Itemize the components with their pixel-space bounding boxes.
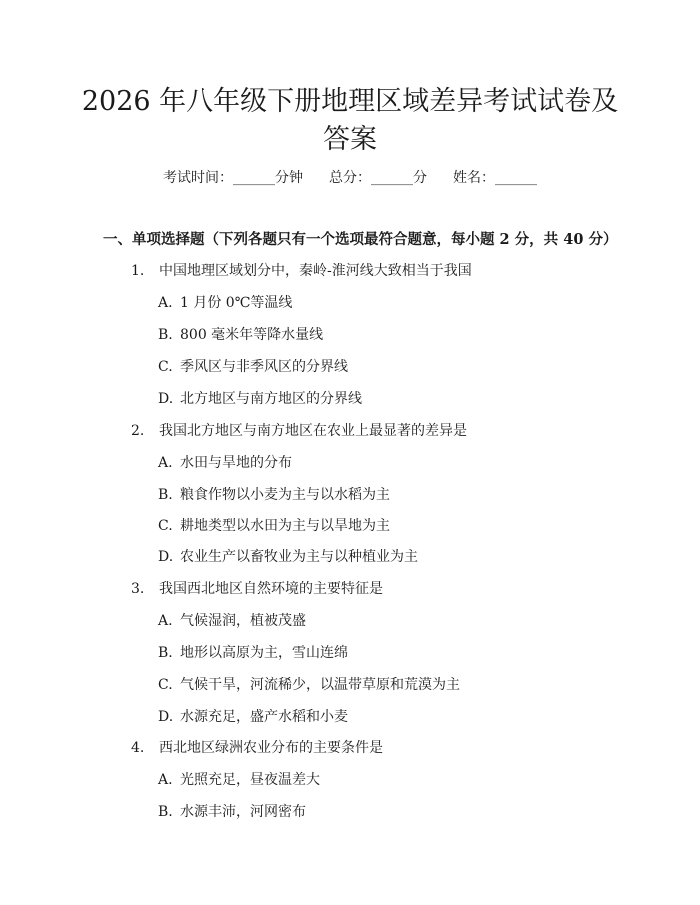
option-letter: D. <box>158 549 174 565</box>
option <box>158 388 362 410</box>
exam-title-line2: 答案 <box>323 124 377 155</box>
option <box>158 674 460 696</box>
option <box>158 610 306 632</box>
question-1 <box>131 260 472 282</box>
question-text: 西北地区绿洲农业分布的主要条件是 <box>159 740 383 756</box>
question-3 <box>131 578 383 600</box>
option-letter: A. <box>158 295 173 311</box>
option-text: 水源丰沛，河网密布 <box>180 804 306 820</box>
option-text: 气候干旱，河流稀少，以温带草原和荒漠为主 <box>180 677 460 693</box>
option-text: 800 毫米年等降水量线 <box>180 327 324 343</box>
option <box>158 515 390 537</box>
exam-time-field: 考试时间：______分钟 <box>163 170 303 186</box>
option-letter: A. <box>158 455 173 471</box>
section-heading: 一、单项选择题（下列各题只有一个选项最符合题意，每小题 2 分，共 40 分） <box>103 231 618 248</box>
exam-meta <box>0 167 700 189</box>
question-2 <box>131 420 467 442</box>
option-text: 季风区与非季风区的分界线 <box>180 359 348 375</box>
option <box>158 292 292 314</box>
option-letter: D. <box>158 709 174 725</box>
option-text: 水田与旱地的分布 <box>180 455 292 471</box>
option <box>158 706 348 728</box>
option <box>158 324 323 346</box>
option-letter: D. <box>158 391 174 407</box>
option <box>158 546 418 568</box>
exam-title-line1: 2026 年八年级下册地理区域差异考试试卷及 <box>81 86 619 117</box>
student-name-field: 姓名：______ <box>453 170 537 186</box>
option <box>158 642 348 664</box>
option <box>158 356 348 378</box>
question-number: 2. <box>131 423 145 439</box>
option-letter: C. <box>158 677 173 693</box>
option-text: 地形以高原为主，雪山连绵 <box>180 645 348 661</box>
option-text: 耕地类型以水田为主与以旱地为主 <box>180 518 390 534</box>
total-score-field: 总分：______分 <box>329 170 427 186</box>
option-text: 农业生产以畜牧业为主与以种植业为主 <box>180 549 418 565</box>
option-letter: B. <box>158 487 173 503</box>
option-letter: B. <box>158 645 173 661</box>
question-number: 3. <box>131 581 145 597</box>
option-text: 光照充足，昼夜温差大 <box>180 772 320 788</box>
option-text: 北方地区与南方地区的分界线 <box>180 391 362 407</box>
option-letter: A. <box>158 613 173 629</box>
option-text: 粮食作物以小麦为主与以水稻为主 <box>180 487 390 503</box>
question-4 <box>131 737 383 759</box>
option <box>158 769 320 791</box>
option <box>158 452 292 474</box>
question-number: 4. <box>131 740 145 756</box>
question-number: 1. <box>131 263 145 279</box>
option <box>158 801 306 823</box>
option-text: 水源充足，盛产水稻和小麦 <box>180 709 348 725</box>
option-letter: C. <box>158 518 173 534</box>
question-text: 我国北方地区与南方地区在农业上最显著的差异是 <box>159 423 467 439</box>
question-text: 中国地理区域划分中，秦岭-淮河线大致相当于我国 <box>159 263 472 279</box>
option-letter: A. <box>158 772 173 788</box>
question-text: 我国西北地区自然环境的主要特征是 <box>159 581 383 597</box>
option-letter: B. <box>158 804 173 820</box>
option-text: 气候湿润，植被茂盛 <box>180 613 306 629</box>
option-text: 1 月份 0℃等温线 <box>180 295 293 311</box>
option-letter: B. <box>158 327 173 343</box>
option <box>158 484 390 506</box>
option-letter: C. <box>158 359 173 375</box>
